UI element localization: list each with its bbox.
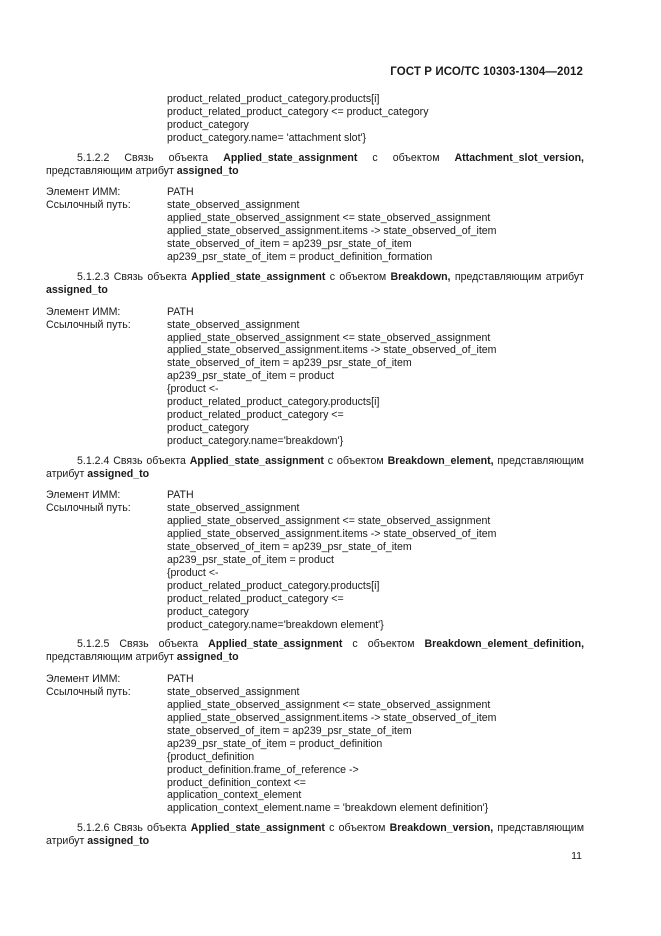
entity-name: Applied_state_assignment	[190, 822, 325, 835]
code-line: ap239_psr_state_of_item = product	[167, 554, 334, 566]
target-entity-name: Attachment_slot_version,	[454, 151, 584, 164]
path-row	[46, 199, 584, 212]
mapping-block	[46, 186, 584, 263]
code-line: product_definition.frame_of_reference ->	[167, 763, 359, 776]
code-line: product_related_product_category <= product_category	[167, 105, 429, 118]
section-text: представляющим атрибут	[46, 822, 584, 848]
element-label: Элемент ИММ:	[46, 305, 121, 318]
code-line: product_category.name='breakdown element'}	[167, 618, 384, 631]
code-line: {product_definition	[167, 750, 255, 763]
path-first-line: state_observed_assignment	[167, 502, 300, 515]
code-line: state_observed_of_item = ap239_psr_state_of_item	[167, 541, 412, 554]
entity-name: Applied_state_assignment	[208, 638, 343, 651]
code-line: state_observed_of_item = ap239_psr_state_of_item	[167, 238, 412, 251]
code-line: state_observed_of_item = ap239_psr_state_of_item	[167, 357, 412, 370]
section-text: Связь объекта	[113, 454, 186, 467]
section-number: 5.1.2.3	[77, 270, 110, 283]
code-line: product_related_product_category.products[i]	[167, 93, 380, 105]
element-label: Элемент ИММ:	[46, 186, 121, 199]
code-line: application_context_element	[167, 789, 302, 802]
section-text: представляющим атрибут	[46, 454, 584, 480]
section-heading	[46, 638, 584, 664]
element-row	[46, 186, 584, 199]
element-row	[46, 489, 584, 502]
element-label: Элемент ИММ:	[46, 673, 121, 686]
section-text: Связь объекта	[113, 270, 187, 283]
target-entity-name: Breakdown_version,	[389, 822, 494, 835]
entity-name: Applied_state_assignment	[189, 454, 324, 467]
section-text: Связь объекта	[119, 638, 199, 651]
mapping-block	[46, 673, 584, 815]
path-first-line: state_observed_assignment	[167, 318, 300, 331]
element-row	[46, 306, 584, 319]
section-text: с объектом	[329, 270, 387, 283]
attribute-name: assigned_to	[46, 283, 108, 296]
code-line: product_related_product_category <=	[167, 408, 344, 421]
path-row	[46, 686, 584, 699]
code-line: product_related_product_category.products[i]	[167, 396, 380, 409]
code-line: applied_state_observed_assignment <= state_observed_assignment	[167, 212, 491, 225]
section-text: с объектом	[352, 638, 415, 651]
code-line: applied_state_observed_assignment <= state_observed_assignment	[167, 331, 491, 344]
element-value: PATH	[167, 673, 194, 686]
entity-name: Applied_state_assignment	[223, 151, 358, 164]
code-line: applied_state_observed_assignment.items -> state_observed_of_item	[167, 528, 497, 541]
code-line: applied_state_observed_assignment <= state_observed_assignment	[167, 515, 491, 528]
code-line: product_category.name= 'attachment slot'}	[167, 131, 367, 144]
code-line: ap239_psr_state_of_item = product_definition	[167, 737, 383, 750]
document-body	[46, 93, 584, 857]
path-first-line: state_observed_assignment	[167, 686, 300, 699]
code-line: product_related_product_category.products[i]	[167, 579, 380, 592]
code-line: {product <-	[167, 383, 219, 396]
code-line: product_category	[167, 605, 249, 618]
target-entity-name: Breakdown_element,	[387, 454, 494, 467]
section-text: с объектом	[372, 151, 440, 164]
sections-container	[46, 152, 584, 848]
code-line: product_definition_context <=	[167, 776, 306, 789]
continued-path-block	[167, 93, 584, 145]
mapping-block	[46, 306, 584, 448]
section-number: 5.1.2.6	[77, 822, 110, 835]
mapping-block	[46, 489, 584, 631]
code-line: state_observed_of_item = ap239_psr_state_of_item	[167, 724, 412, 737]
section-heading	[46, 822, 584, 848]
target-entity-name: Breakdown_element_definition,	[424, 638, 585, 651]
path-first-line: state_observed_assignment	[167, 199, 300, 212]
section-text: Связь объекта	[113, 822, 187, 835]
section-number: 5.1.2.2	[77, 151, 110, 164]
target-entity-name: Breakdown,	[390, 270, 451, 283]
code-line: product_related_product_category <=	[167, 592, 344, 605]
section-number: 5.1.2.4	[77, 454, 110, 467]
code-line: applied_state_observed_assignment.items -> state_observed_of_item	[167, 711, 497, 724]
code-line: product_category	[167, 118, 249, 131]
section-text: с объектом	[329, 822, 386, 835]
path-row	[46, 502, 584, 515]
path-label: Ссылочный путь:	[46, 199, 131, 212]
section-text: представляющим атрибут	[454, 270, 585, 283]
document-header: ГОСТ Р ИСО/ТС 10303-1304—2012	[390, 66, 583, 78]
code-line: ap239_psr_state_of_item = product_definition_formation	[167, 250, 433, 263]
section-text: представляющим атрибут	[46, 651, 174, 664]
section-text: представляющим атрибут	[46, 164, 174, 177]
code-line: applied_state_observed_assignment.items -> state_observed_of_item	[167, 344, 497, 357]
attribute-name: assigned_to	[176, 651, 239, 664]
section-text: Связь объекта	[124, 151, 209, 164]
code-line: applied_state_observed_assignment.items -> state_observed_of_item	[167, 225, 497, 238]
element-value: PATH	[167, 186, 194, 199]
code-line: application_context_element.name = 'breakdown element definition'}	[167, 802, 489, 815]
code-line: applied_state_observed_assignment <= state_observed_assignment	[167, 699, 491, 712]
code-line: {product <-	[167, 566, 219, 579]
section-heading	[46, 455, 584, 481]
section-number: 5.1.2.5	[77, 638, 110, 651]
path-label: Ссылочный путь:	[46, 686, 131, 699]
element-label: Элемент ИММ:	[46, 489, 121, 502]
element-value: PATH	[167, 305, 194, 318]
attribute-name: assigned_to	[87, 835, 150, 848]
attribute-name: assigned_to	[176, 164, 239, 177]
attribute-name: assigned_to	[87, 467, 150, 480]
code-line: ap239_psr_state_of_item = product	[167, 370, 334, 383]
section-heading	[46, 152, 584, 178]
path-label: Ссылочный путь:	[46, 318, 131, 331]
code-line: product_category	[167, 421, 249, 434]
path-row	[46, 319, 584, 332]
code-line: product_category.name='breakdown'}	[167, 434, 344, 447]
path-label: Ссылочный путь:	[46, 502, 131, 515]
entity-name: Applied_state_assignment	[191, 270, 326, 283]
section-text: с объектом	[327, 454, 384, 467]
page-number: 11	[571, 850, 582, 862]
element-row	[46, 673, 584, 686]
section-heading	[46, 271, 584, 297]
element-value: PATH	[167, 489, 194, 502]
